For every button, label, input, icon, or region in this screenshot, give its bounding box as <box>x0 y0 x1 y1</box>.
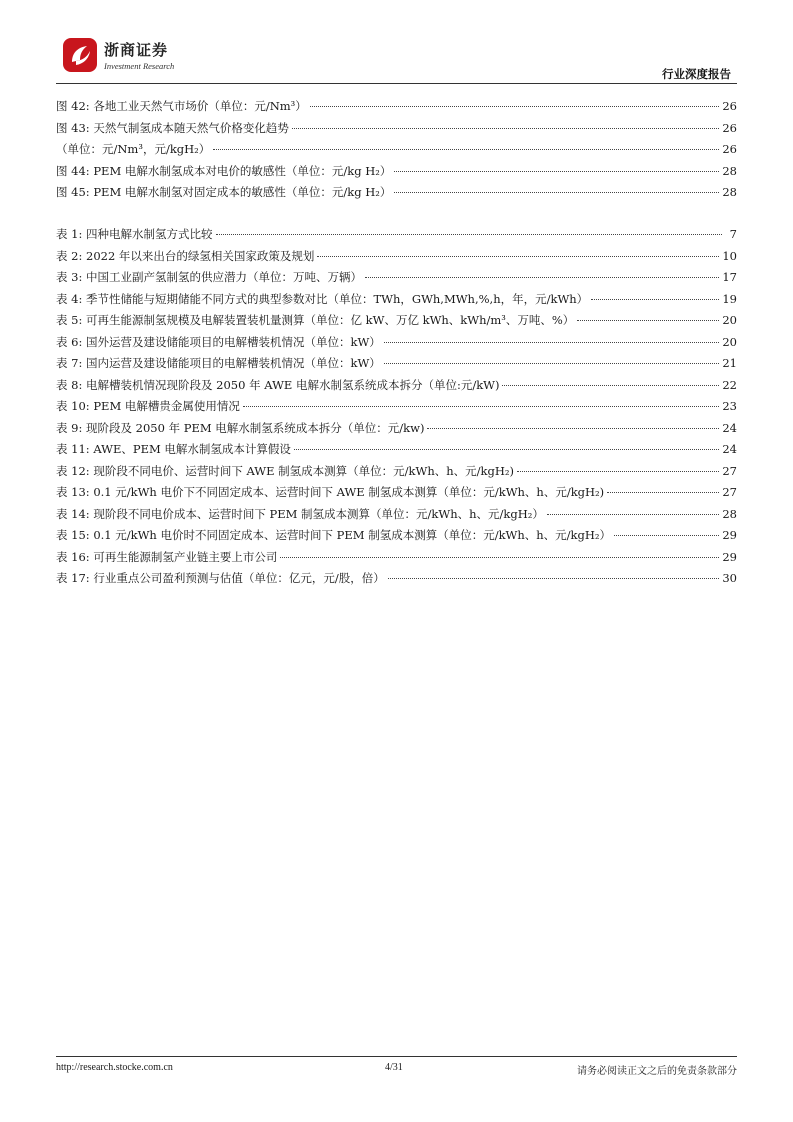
toc-entry[interactable] <box>56 120 737 142</box>
table-index-list <box>56 226 737 592</box>
toc-entry-page: 27 <box>722 463 737 478</box>
toc-entry-label: 表 3: 中国工业副产氢制氢的供应潜力（单位：万吨、万辆） <box>56 270 362 284</box>
page-number: 4/31 <box>385 1062 403 1073</box>
toc-entry[interactable] <box>56 527 737 549</box>
dot-leader <box>317 256 719 257</box>
toc-entry-label: 表 7: 国内运营及建设储能项目的电解槽装机情况（单位：kW） <box>56 356 381 370</box>
dot-leader <box>310 106 720 107</box>
dot-leader <box>365 277 719 278</box>
toc-entry[interactable] <box>56 484 737 506</box>
dot-leader <box>394 171 719 172</box>
toc-entry[interactable] <box>56 377 737 399</box>
toc-entry-page: 7 <box>729 227 737 241</box>
dot-leader <box>294 449 719 450</box>
stocke-logo-icon <box>63 38 97 72</box>
toc-entry-page: 24 <box>722 442 737 456</box>
toc-entry-label: 表 10: PEM 电解槽贵金属使用情况 <box>56 399 240 413</box>
disclaimer-note: 请务必阅读正文之后的免责条款部分 <box>577 1066 737 1077</box>
toc-entry-page: 19 <box>722 291 737 306</box>
dot-leader <box>614 535 719 536</box>
toc-entry-label: 图 44: PEM 电解水制氢成本对电价的敏感性（单位：元/kg H₂） <box>56 163 392 178</box>
toc-entry[interactable] <box>56 398 737 420</box>
dot-leader <box>607 492 719 493</box>
dot-leader <box>216 234 722 235</box>
toc-entry[interactable] <box>56 506 737 528</box>
dot-leader <box>213 149 719 150</box>
toc-entry-page: 27 <box>722 485 737 499</box>
toc-entry-label: 图 42: 各地工业天然气市场价（单位：元/Nm³） <box>56 99 307 113</box>
toc-entry-label: 表 6: 国外运营及建设储能项目的电解槽装机情况（单位：kW） <box>56 334 381 349</box>
dot-leader <box>577 320 719 321</box>
toc-entry[interactable] <box>56 184 737 206</box>
toc-entry-page: 26 <box>722 99 737 113</box>
dot-leader <box>280 557 719 558</box>
toc-entry[interactable] <box>56 463 737 485</box>
toc-entry-label: （单位：元/Nm³，元/kgH₂） <box>56 142 211 156</box>
toc-entry-page: 30 <box>722 571 737 585</box>
toc-entry-page: 29 <box>722 528 737 542</box>
toc-entry-label: 表 16: 可再生能源制氢产业链主要上市公司 <box>56 549 278 564</box>
dot-leader <box>292 128 720 129</box>
toc-entry[interactable] <box>56 420 737 442</box>
brand-name-cn: 浙商证券 <box>104 41 169 59</box>
toc-entry[interactable] <box>56 269 737 291</box>
toc-entry[interactable] <box>56 549 737 571</box>
toc-entry-label: 表 15: 0.1 元/kWh 电价时不同固定成本、运营时间下 PEM 制氢成本测算（单位：元/kWh、h、元/kgH₂） <box>56 528 612 542</box>
toc-entry[interactable] <box>56 226 737 248</box>
toc-entry[interactable] <box>56 355 737 377</box>
footer-url-link[interactable]: http://research.stocke.com.cn <box>56 1062 173 1073</box>
figure-index-list <box>56 98 737 206</box>
brand-name-en: Investment Research <box>104 61 175 71</box>
toc-entry-page: 26 <box>722 142 737 156</box>
dot-leader <box>384 363 720 364</box>
toc-entry-page: 28 <box>722 185 737 199</box>
dot-leader <box>394 192 719 193</box>
toc-entry-label: 表 1: 四种电解水制氢方式比较 <box>56 227 213 241</box>
page-header <box>56 34 737 84</box>
toc-entry-page: 26 <box>722 120 737 135</box>
toc-entry[interactable] <box>56 248 737 270</box>
toc-entry-page: 20 <box>722 313 737 327</box>
toc-entry[interactable] <box>56 163 737 185</box>
dot-leader <box>243 406 719 407</box>
toc-entry-label: 表 11: AWE、PEM 电解水制氢成本计算假设 <box>56 442 291 456</box>
dot-leader <box>517 471 719 472</box>
toc-entry-label: 表 13: 0.1 元/kWh 电价下不同固定成本、运营时间下 AWE 制氢成本测算（单位：元/kWh、h、元/kgH₂) <box>56 485 605 499</box>
dot-leader <box>427 428 719 429</box>
toc-entry-label: 表 14: 现阶段不同电价成本、运营时间下 PEM 制氢成本测算（单位：元/kWh、h、元/kgH₂） <box>56 506 544 521</box>
toc-entry-page: 28 <box>722 506 737 521</box>
dot-leader <box>388 578 720 579</box>
toc-entry-page: 10 <box>722 248 737 263</box>
toc-entry-label: 图 43: 天然气制氢成本随天然气价格变化趋势 <box>56 120 289 135</box>
toc-entry-page: 17 <box>722 270 737 284</box>
toc-entry[interactable] <box>56 441 737 463</box>
footer-divider <box>56 1056 737 1057</box>
toc-entry-label: 表 8: 电解槽装机情况现阶段及 2050 年 AWE 电解水制氢系统成本拆分（单位:元/kW) <box>56 377 500 392</box>
toc-entry-page: 24 <box>722 420 737 435</box>
toc-entry[interactable] <box>56 141 737 163</box>
toc-entry-label: 表 2: 2022 年以来出台的绿氢相关国家政策及规划 <box>56 248 315 263</box>
header-divider <box>56 83 737 84</box>
toc-entry-label: 表 4: 季节性储能与短期储能不同方式的典型参数对比（单位：TWh，GWh,MWh,%,h，年，元/kWh） <box>56 291 589 306</box>
toc-entry-page: 29 <box>722 549 737 564</box>
toc-entry-page: 23 <box>722 399 737 413</box>
report-type-label: 行业深度报告 <box>662 67 731 81</box>
dot-leader <box>502 385 719 386</box>
toc-entry[interactable] <box>56 312 737 334</box>
toc-entry[interactable] <box>56 570 737 592</box>
toc-entry[interactable] <box>56 291 737 313</box>
toc-entry-label: 表 12: 现阶段不同电价、运营时间下 AWE 制氢成本测算（单位：元/kWh、h、元/kgH₂) <box>56 463 514 478</box>
toc-entry-page: 28 <box>722 163 737 178</box>
dot-leader <box>384 342 720 343</box>
toc-entry-page: 21 <box>722 356 737 370</box>
toc-entry-label: 表 17: 行业重点公司盈利预测与估值（单位：亿元，元/股，倍） <box>56 571 385 585</box>
toc-entry-label: 表 5: 可再生能源制氢规模及电解装置装机量测算（单位：亿 kW、万亿 kWh、kWh/m³、万吨、%） <box>56 313 575 327</box>
toc-entry-page: 20 <box>722 334 737 349</box>
toc-entry[interactable] <box>56 98 737 120</box>
toc-entry-label: 表 9: 现阶段及 2050 年 PEM 电解水制氢系统成本拆分（单位：元/kw) <box>56 420 425 435</box>
toc-entry-page: 22 <box>722 377 737 392</box>
toc-entry-label: 图 45: PEM 电解水制氢对固定成本的敏感性（单位：元/kg H₂） <box>56 185 392 199</box>
dot-leader <box>547 514 720 515</box>
toc-entry[interactable] <box>56 334 737 356</box>
dot-leader <box>591 299 719 300</box>
